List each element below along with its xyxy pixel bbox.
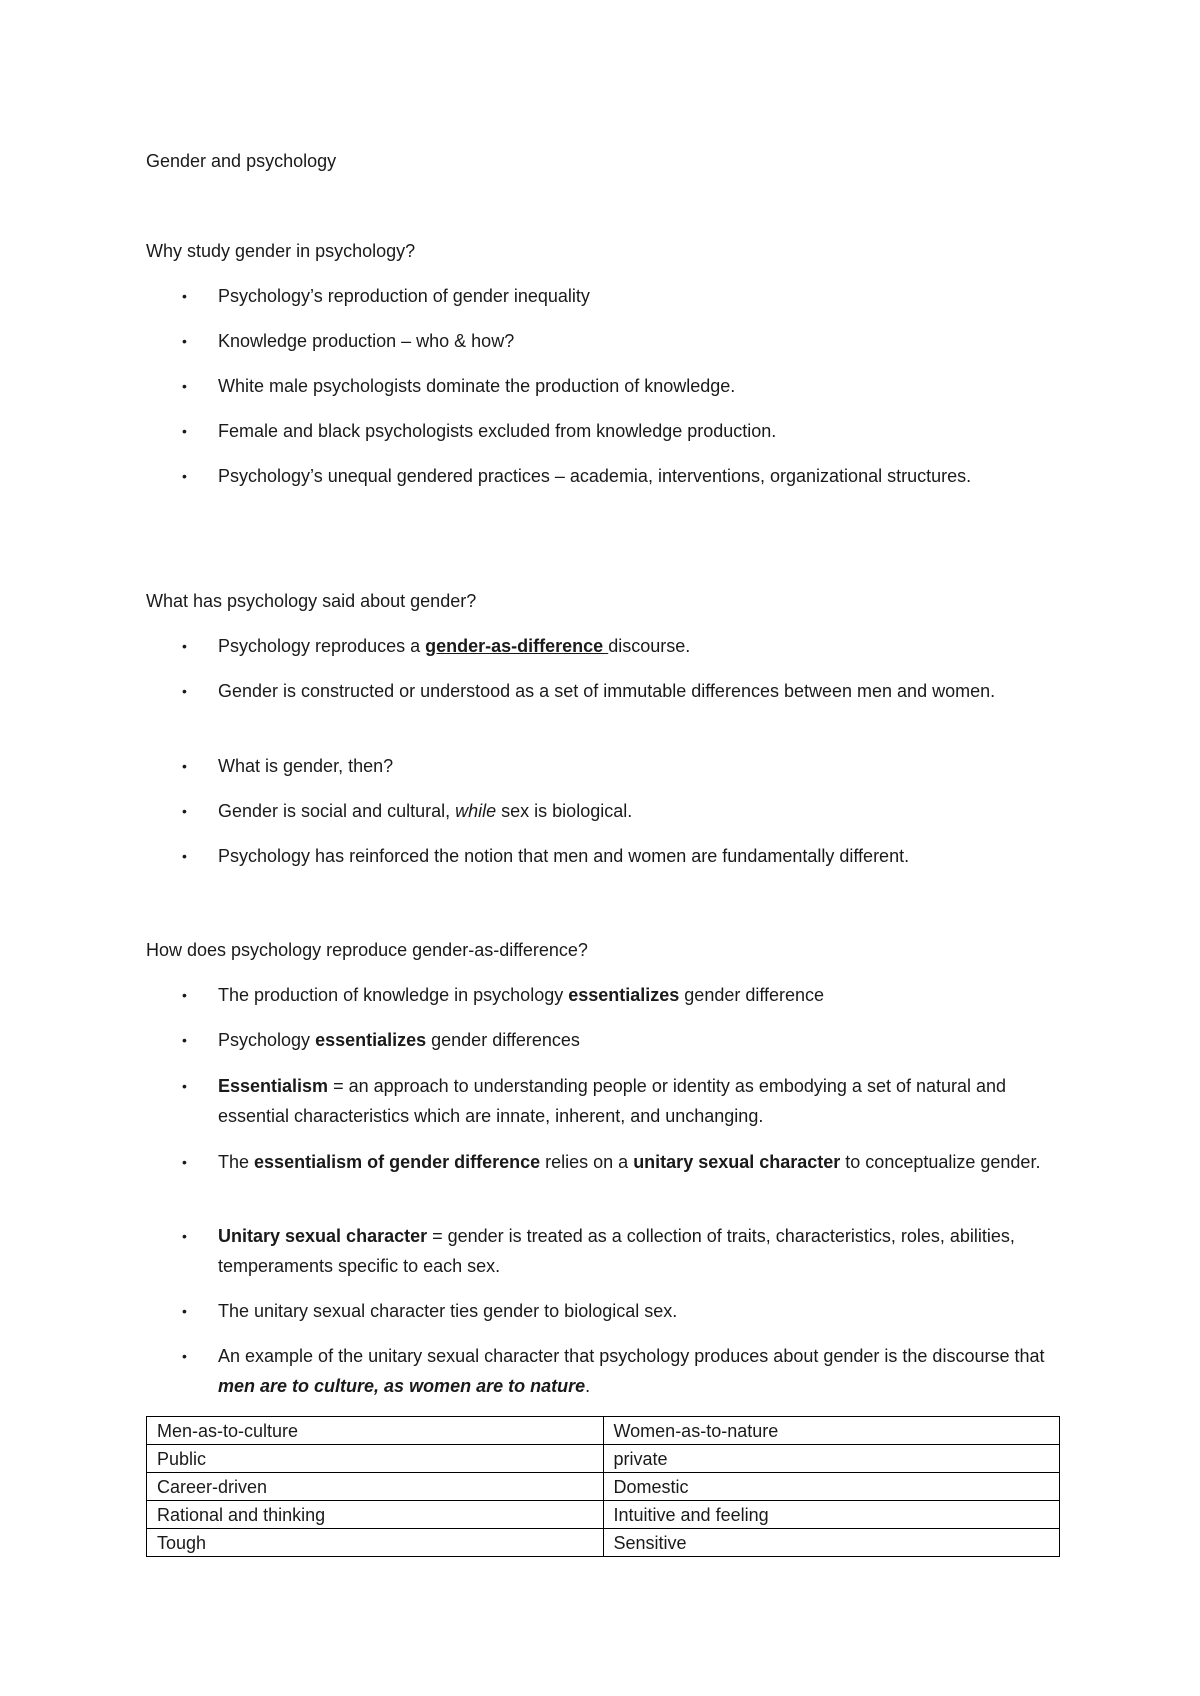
- table-row: [147, 1445, 1060, 1473]
- bullet-icon: •: [182, 1078, 187, 1094]
- bullet-icon: •: [182, 848, 187, 864]
- table-cell: Domestic: [603, 1473, 1060, 1501]
- key-term-essentialism-of-gender-difference: essentialism of gender difference: [254, 1152, 541, 1172]
- table-cell: Men-as-to-culture: [147, 1417, 604, 1445]
- table-row: [147, 1473, 1060, 1501]
- key-term-essentializes: essentializes: [568, 985, 680, 1005]
- table-cell: Tough: [147, 1529, 604, 1557]
- key-term-unitary-sexual-character: Unitary sexual character: [218, 1226, 428, 1246]
- table-row: [147, 1417, 1060, 1445]
- bullet-icon: •: [182, 468, 187, 484]
- table-row: [147, 1529, 1060, 1557]
- key-term-gender-as-difference: gender-as-difference: [425, 636, 609, 656]
- document-title: Gender and psychology: [146, 151, 337, 171]
- bullet-icon: •: [182, 1032, 187, 1048]
- table-cell: Public: [147, 1445, 604, 1473]
- document-page: Gender and psychology Why study gender in psychology? • Psychology’s reproduction of gender inequality • Knowledge production – who & how? • White male psychologists dominate the production of knowledge. • Female and black psychologists excluded from knowledge production. • Psychology’s unequal gendered practices – academia, interventions, organizational structures. What has psychology said about gender? • Psychology reproduces a gender-as-difference discourse. • Gender is constructed or understood as a set of immutable differences between men and women. • What is gender, then? • Gender is social and cultural, while sex is biological. • Psychology has reinforced the notion that men and women are fundamentally different. How does psychology reproduce gender-as-difference? • The production of knowledge in psychology essentializes gender difference • Psychology essentializes gender differences • Essentialism = an approach to understanding people or identity as embodying a set of natural and essential characteristics which are innate, inherent, and unchanging. • The essentialism of gender difference relies on a unitary sexual character to conceptualize gender. • Unitary sexual character = gender is treated as a collection of traits, characteristics, roles, abilities, temperaments specific to each sex. • The unitary sexual character ties gender to biological sex. • An example of the unitary sexual character that psychology produces about gender is the discourse that men are to culture, as women are to nature. Men-as-to-culture Women-as-to-nature Public private Career-driven Domestic Rational and thinking Intuitive and feeling Tough Sensitive: [0, 0, 1200, 1696]
- bullet-icon: •: [182, 1154, 187, 1170]
- section-heading-what-said: What has psychology said about gender?: [146, 591, 477, 611]
- section-heading-why-study: Why study gender in psychology?: [146, 241, 416, 261]
- bullet-icon: •: [182, 638, 187, 654]
- bullet-icon: •: [182, 758, 187, 774]
- bullet-icon: •: [182, 683, 187, 699]
- section-heading-how-reproduce: How does psychology reproduce gender-as-difference?: [146, 940, 588, 960]
- table-cell: Intuitive and feeling: [603, 1501, 1060, 1529]
- table-cell: Career-driven: [147, 1473, 604, 1501]
- table-cell: Rational and thinking: [147, 1501, 604, 1529]
- comparison-table: [146, 1416, 1060, 1557]
- key-term-essentialism: Essentialism: [218, 1076, 329, 1096]
- key-term-unitary-sexual-character: unitary sexual character: [633, 1152, 841, 1172]
- emphasis-while: while: [455, 801, 497, 821]
- bullet-icon: •: [182, 1348, 187, 1364]
- bullet-icon: •: [182, 1303, 187, 1319]
- bullet-icon: •: [182, 333, 187, 349]
- bullet-icon: •: [182, 423, 187, 439]
- bullet-icon: •: [182, 1228, 187, 1244]
- table-cell: Women-as-to-nature: [603, 1417, 1060, 1445]
- key-term-essentializes: essentializes: [315, 1030, 427, 1050]
- bullet-icon: •: [182, 803, 187, 819]
- table-row: [147, 1501, 1060, 1529]
- emphasis-men-culture-women-nature: men are to culture, as women are to nature: [218, 1376, 586, 1396]
- bullet-icon: •: [182, 378, 187, 394]
- table-cell: Sensitive: [603, 1529, 1060, 1557]
- bullet-icon: •: [182, 288, 187, 304]
- bullet-icon: •: [182, 987, 187, 1003]
- table-cell: private: [603, 1445, 1060, 1473]
